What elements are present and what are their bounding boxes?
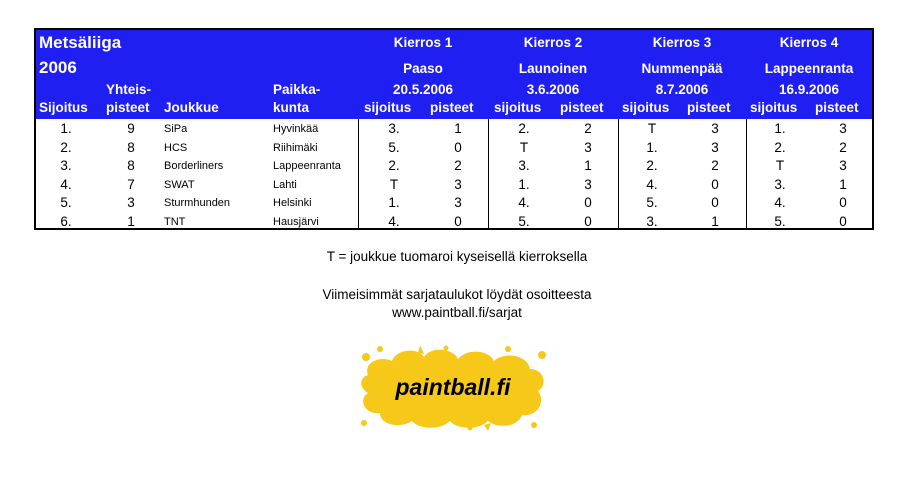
team-town: Lappeenranta	[273, 160, 341, 172]
standings-rows	[36, 119, 872, 230]
round-4-rank-cell: T	[775, 158, 785, 173]
rank-header: Sijoitus	[39, 100, 88, 115]
round-3-rank-cell: 3.	[646, 213, 658, 229]
round-3-rank-cell: 4.	[646, 176, 658, 192]
round-2-rank-cell: 1.	[518, 176, 530, 192]
round-2-rank-header: sijoitus	[494, 100, 542, 115]
team-town: Riihimäki	[273, 141, 318, 154]
round-1-rank-cell: 1.	[388, 195, 400, 210]
round-1-rank-cell: T	[389, 176, 399, 192]
round-2-points-cell: 1	[584, 158, 592, 173]
round-3-title: Kierros 3	[652, 35, 712, 50]
round-3-points-cell: 1	[711, 213, 719, 229]
paintball-logo	[358, 345, 548, 431]
table-row	[36, 193, 872, 212]
round-2-date: 3.6.2006	[526, 82, 580, 97]
round-1-rank-cell: 5.	[388, 139, 400, 155]
round-2-points-cell: 0	[584, 195, 592, 210]
legend-note: T = joukkue tuomaroi kyseisellä kierroksella	[326, 249, 588, 264]
round-3-location: Nummenpää	[641, 61, 723, 76]
total-points-header-line2: pisteet	[106, 100, 150, 115]
team-name: SiPa	[164, 123, 188, 135]
round-3-rank-cell: 5.	[646, 195, 658, 210]
round-4-rank-cell: 1.	[774, 121, 786, 136]
team-rank: 6.	[60, 213, 72, 229]
logo-text: paintball.fi	[395, 374, 511, 400]
round-3-rank-cell: 2.	[646, 158, 658, 173]
round-2-title: Kierros 2	[523, 35, 583, 50]
results-url: www.paintball.fi/sarjat	[392, 305, 522, 320]
round-2-rank-cell: 5.	[518, 213, 530, 229]
round-2-location: Launoinen	[518, 61, 588, 76]
round-1-date: 20.5.2006	[392, 82, 454, 97]
round-1-location: Paaso	[403, 61, 443, 76]
team-name: Sturmhunden	[164, 197, 231, 209]
team-rank: 4.	[60, 176, 72, 192]
team-total-points: 7	[127, 176, 135, 192]
league-name: Metsäliiga	[39, 33, 122, 52]
round-4-points-header: pisteet	[815, 100, 859, 115]
round-1-rank-cell: 3.	[388, 121, 400, 136]
round-4-points-cell: 0	[839, 195, 847, 210]
round-3-points-cell: 0	[711, 195, 719, 210]
town-header-line1: Paikka-	[273, 82, 321, 97]
team-total-points: 9	[127, 121, 135, 136]
round-1-points-cell: 3	[454, 176, 462, 192]
team-total-points: 1	[127, 213, 135, 229]
round-2-points-header: pisteet	[560, 100, 604, 115]
total-points-header-line1: Yhteis-	[106, 82, 152, 97]
team-rank: 1.	[60, 121, 72, 136]
round-1-rank-cell: 4.	[388, 213, 400, 229]
team-name: HCS	[164, 141, 188, 154]
round-1-rank-header: sijoitus	[364, 100, 412, 115]
results-link-text: Viimeisimmät sarjataulukot löydät osoitteesta	[322, 287, 592, 302]
round-4-location: Lappeenranta	[764, 61, 854, 76]
team-name: SWAT	[164, 178, 195, 191]
team-rank: 5.	[60, 195, 72, 210]
team-total-points: 3	[127, 195, 135, 210]
table-row	[36, 212, 872, 231]
team-name: TNT	[164, 215, 186, 228]
round-2-rank-cell: 2.	[518, 121, 530, 136]
round-1-rank-cell: 2.	[388, 158, 400, 173]
team-header: Joukkue	[164, 100, 219, 115]
team-town: Helsinki	[273, 197, 312, 209]
round-3-rank-cell: 1.	[646, 139, 658, 155]
round-3-rank-cell: T	[647, 121, 657, 136]
round-1-points-header: pisteet	[430, 100, 474, 115]
round-3-date: 8.7.2006	[655, 82, 709, 97]
table-row	[36, 119, 872, 138]
team-rank: 3.	[60, 158, 72, 173]
standings-table	[34, 28, 874, 230]
round-1-points-cell: 3	[454, 195, 462, 210]
round-4-date: 16.9.2006	[778, 82, 840, 97]
round-4-points-cell: 3	[839, 121, 847, 136]
round-2-points-cell: 2	[584, 121, 592, 136]
round-2-points-cell: 3	[584, 176, 592, 192]
table-header	[36, 30, 872, 119]
round-1-points-cell: 0	[454, 139, 462, 155]
round-4-points-cell: 0	[839, 213, 847, 229]
round-4-points-cell: 2	[839, 139, 847, 155]
team-town: Lahti	[273, 178, 297, 191]
round-2-points-cell: 0	[584, 213, 592, 229]
table-row	[36, 138, 872, 157]
round-1-title: Kierros 1	[393, 35, 453, 50]
round-3-points-cell: 0	[711, 176, 719, 192]
round-4-rank-header: sijoitus	[750, 100, 798, 115]
town-header-line2: kunta	[273, 100, 310, 115]
table-row	[36, 175, 872, 194]
round-4-rank-cell: 4.	[774, 195, 786, 210]
round-2-rank-cell: 4.	[518, 195, 530, 210]
round-3-points-header: pisteet	[687, 100, 731, 115]
round-1-points-cell: 0	[454, 213, 462, 229]
round-2-points-cell: 3	[584, 139, 592, 155]
round-4-rank-cell: 3.	[774, 176, 786, 192]
round-2-rank-cell: T	[519, 139, 529, 155]
team-town: Hyvinkää	[273, 123, 319, 135]
round-1-points-cell: 2	[454, 158, 462, 173]
team-town: Hausjärvi	[273, 215, 319, 228]
round-3-points-cell: 2	[711, 158, 719, 173]
team-rank: 2.	[60, 139, 72, 155]
round-3-points-cell: 3	[711, 139, 719, 155]
round-4-rank-cell: 5.	[774, 213, 786, 229]
round-4-points-cell: 1	[839, 176, 847, 192]
team-total-points: 8	[127, 139, 135, 155]
round-3-points-cell: 3	[711, 121, 719, 136]
table-row	[36, 156, 872, 175]
round-1-points-cell: 1	[454, 121, 462, 136]
round-2-rank-cell: 3.	[518, 158, 530, 173]
round-4-title: Kierros 4	[779, 35, 839, 50]
round-4-rank-cell: 2.	[774, 139, 786, 155]
round-3-rank-header: sijoitus	[622, 100, 670, 115]
round-4-points-cell: 3	[839, 158, 847, 173]
team-total-points: 8	[127, 158, 135, 173]
league-year: 2006	[39, 58, 77, 77]
team-name: Borderliners	[164, 160, 224, 172]
